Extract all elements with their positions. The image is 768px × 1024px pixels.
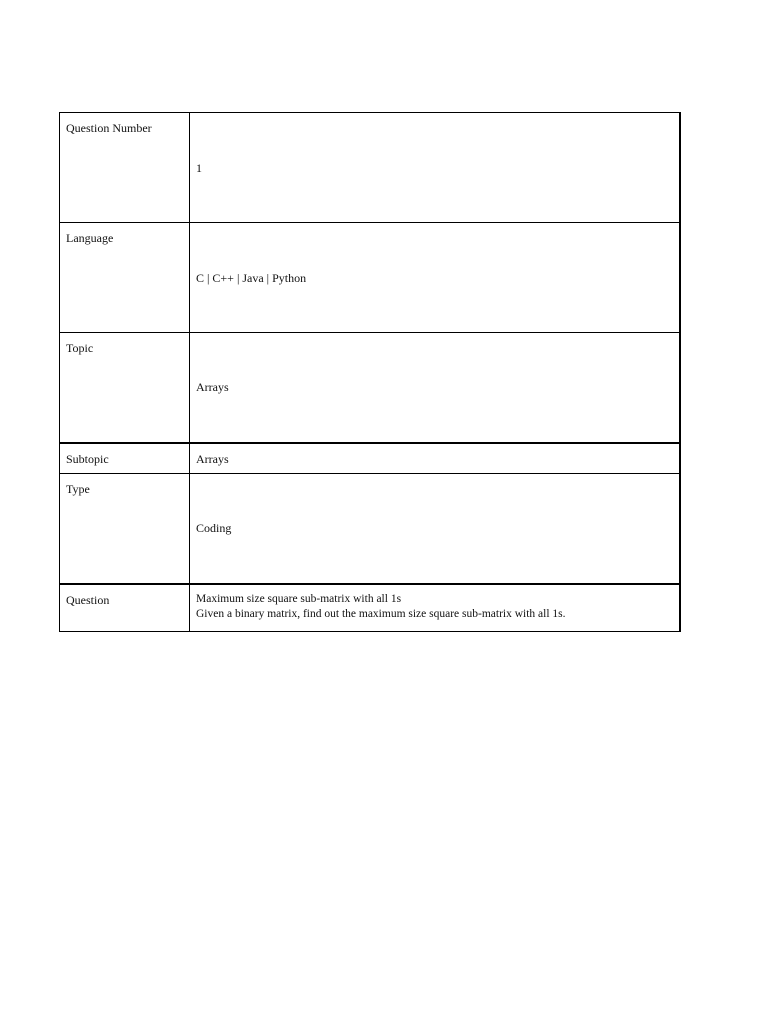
label-question-number: Question Number — [60, 113, 190, 223]
row-language — [60, 223, 680, 333]
row-question-number — [60, 113, 680, 223]
question-title: Maximum size square sub-matrix with all 1s — [196, 592, 402, 605]
label-subtopic: Subtopic — [60, 443, 190, 474]
value-type: Coding — [190, 474, 680, 584]
label-language: Language — [60, 223, 190, 333]
value-question — [190, 584, 680, 632]
value-topic: Arrays — [190, 333, 680, 443]
row-question — [60, 584, 680, 632]
question-info-table — [59, 112, 681, 632]
row-topic — [60, 333, 680, 443]
value-subtopic: Arrays — [190, 443, 680, 474]
value-question-number: 1 — [190, 113, 680, 223]
question-description: Given a binary matrix, find out the maximum size square sub-matrix with all 1s. — [196, 607, 566, 620]
label-topic: Topic — [60, 333, 190, 443]
row-type — [60, 474, 680, 584]
label-question: Question — [60, 584, 190, 632]
row-subtopic — [60, 443, 680, 474]
label-type: Type — [60, 474, 190, 584]
value-language: C | C++ | Java | Python — [190, 223, 680, 333]
